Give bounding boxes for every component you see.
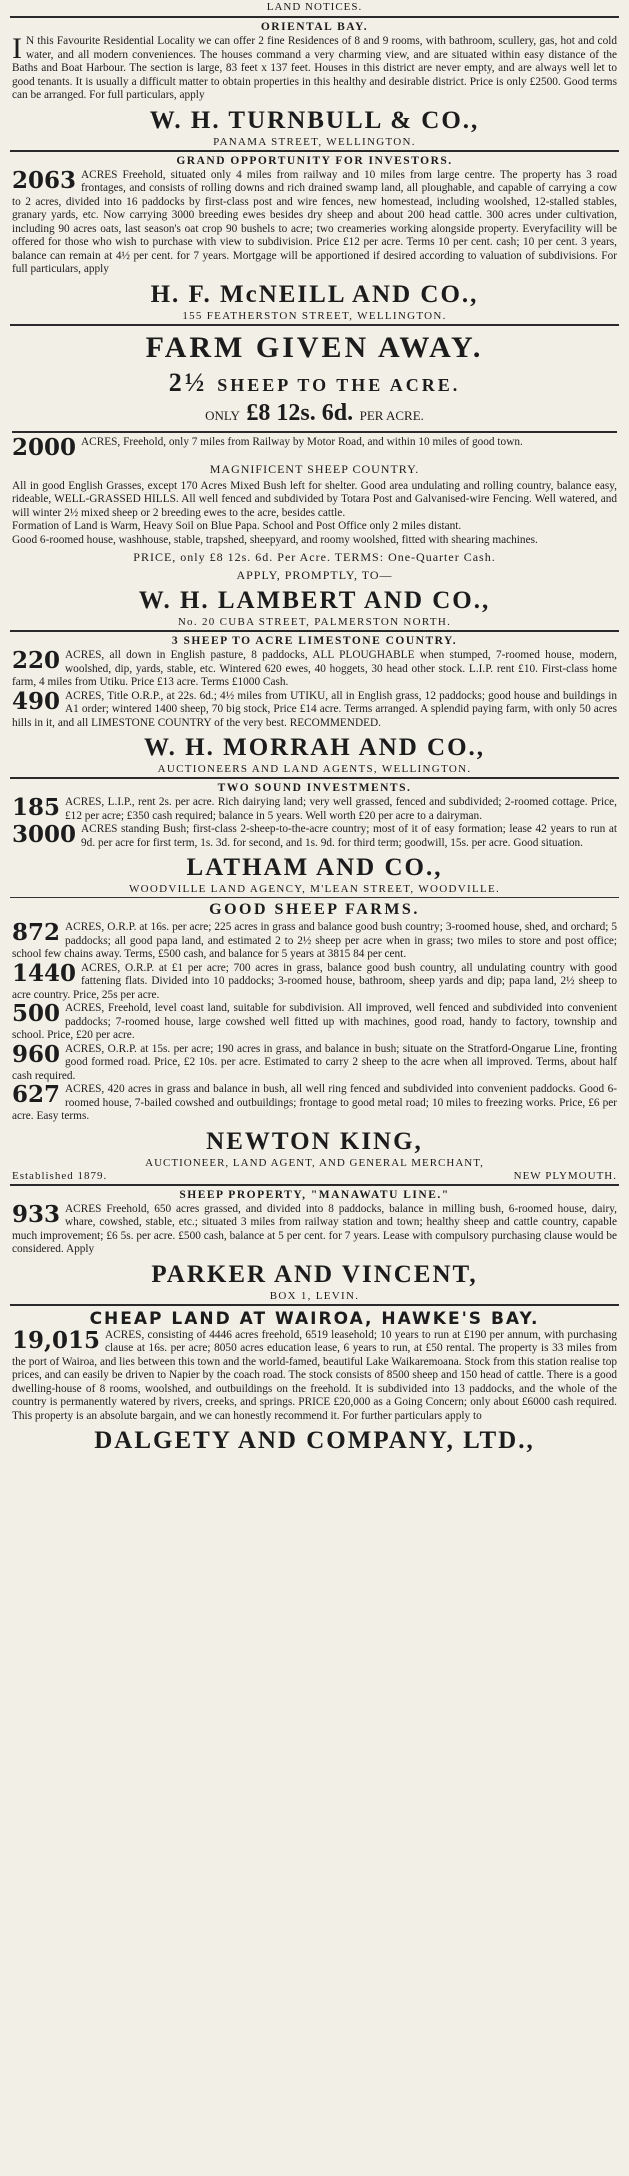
price-only: ONLY: [205, 407, 240, 423]
acreage-number: 2063: [12, 166, 77, 194]
ad-text: ACRES Freehold, 650 acres grassed, and divided into 8 paddocks, balance in milling bush, 6-roomed house, dairy, whare, cowshed, stable, etc.; situated 3 miles from railway station and town; healthy sheep and cattle country, capable much improvement; £6 5s. per acre. £500 cash, balance at 5 per cent. for 7 years. Lease with compulsory purchasing clause would be considered. Apply: [12, 1202, 617, 1255]
price-big: £8 12s. 6d.: [246, 399, 354, 426]
ad-text: Good 6-roomed house, washhouse, stable, trapshed, sheepyard, and roomy woolshed, fitted with shearing machines.: [12, 533, 538, 546]
fraction: 2½: [168, 367, 208, 397]
ad-text: All in good English Grasses, except 170 Acres Mixed Bush left for shelter. Good area undulating and rolling country, balance easy, rideable, WELL-GRASSED HILLS. All well fenced and subdivided by Totara Post and Galvanised-wire Fencing. Well watered, and will winter 2½ mixed sheep or 2 breeding ewes to the acre, besides cattle.: [12, 479, 617, 519]
divider: [10, 1184, 619, 1186]
entry-list: [12, 921, 617, 1124]
divider: [12, 431, 617, 433]
firm-name: H. F. McNEILL AND CO.,: [150, 280, 479, 308]
acreage-number: 19,015: [12, 1326, 101, 1354]
ad-heading: ORIENTAL BAY.: [260, 21, 369, 33]
acreage-number: 500: [12, 1000, 61, 1027]
firm-name: LATHAM AND CO.,: [186, 854, 443, 881]
list-item: [12, 1083, 617, 1124]
divider: [10, 897, 619, 898]
list-item: [12, 1040, 617, 1084]
ad-text: ACRES, consisting of 4446 acres freehold, 6519 leasehold; 10 years to run at £190 per annum, with purchasing clause at 16s. per acre; 8050 acres education lease, 6 years to run, at £50 rental. The property is 33 miles from the port of Wairoa, and lies between this town and the world-famed, beautiful Lake Waikaremoana. Stock from this station realise top prices, and can easily be driven to Napier by the coach road. The stock consists of 8500 sheep and 150 head of cattle. There is a good dwelling-house of 8 rooms, woolshed, and outbuildings on the freehold. It is subdivided into 13 paddocks, and the whole of the country is permanently watered by rivers, creeks, and springs. PRICE £20,000 as a Going Concern; only about £6000 cash required. This property is an absolute bargain, and we can honestly recommend it. For further particulars apply to: [12, 1328, 617, 1422]
firm-name: NEWTON KING,: [206, 1127, 423, 1155]
list-item: [12, 921, 617, 962]
ad-body: [12, 166, 617, 277]
firm-name: W. H. LAMBERT AND CO.,: [138, 587, 491, 614]
ad-newton-king: [10, 901, 619, 1182]
acreage-number: 2000: [12, 433, 77, 461]
ad-heading: CHEAP LAND AT WAIROA, HAWKE'S BAY.: [89, 1308, 540, 1329]
divider: [10, 1304, 619, 1306]
firm-name: PARKER AND VINCENT,: [151, 1260, 478, 1288]
established: Established 1879.: [12, 1169, 108, 1182]
ad-body: [12, 687, 617, 731]
sheep-per-acre: [12, 368, 617, 398]
firm-name: W. H. TURNBULL & CO.,: [149, 106, 480, 134]
ad-heading: GRAND OPPORTUNITY FOR INVESTORS.: [176, 154, 453, 167]
ad-text: ACRES standing Bush; first-class 2-sheep-to-the-acre country; most of it of easy formation; lease 42 years to run at 9d. per acre for first term, 1s. 3d. for second, and 1s. 9d. for third term; goodwill, 15s. per acre. Good situation.: [81, 823, 617, 849]
divider: [10, 150, 619, 152]
divider: [10, 630, 619, 632]
list-item: [12, 1002, 617, 1043]
ad-subheading: MAGNIFICENT SHEEP COUNTRY.: [209, 461, 420, 476]
ad-morrah: [10, 635, 619, 775]
ad-lambert: [10, 332, 619, 629]
ad-dalgety: [10, 1309, 619, 1456]
acreage-number: 872: [12, 919, 61, 946]
ad-text: Formation of Land is Warm, Heavy Soil on Blue Papa. School and Post Office only 2 miles distant.: [12, 520, 462, 532]
firm-name: DALGETY AND COMPANY, LTD.,: [94, 1427, 535, 1454]
ad-text: ACRES, Title O.R.P., at 22s. 6d.; 4½ miles from UTIKU, all in English grass, 12 paddocks; good house and buildings in A1 order; wintered 1400 sheep, 70 big stock, Price £14 acre. Terms arranged. A splendid paying farm, with only 50 acres hills in it, and all LIMESTONE COUNTRY of the very best. RECOMMENDED.: [12, 689, 617, 729]
firm-footer: [12, 1170, 617, 1182]
ad-mcneill: [10, 155, 619, 322]
divider: [10, 16, 619, 18]
newspaper-page: [10, 0, 619, 2176]
price-terms: PRICE, only £8 12s. 6d. Per Acre. TERMS: One-Quarter Cash.: [133, 550, 496, 564]
acreage-number: 960: [12, 1040, 61, 1068]
firm-description: AUCTIONEER, LAND AGENT, AND GENERAL MERCHANT,: [145, 1156, 484, 1169]
firm-address: No. 20 CUBA STREET, PALMERSTON NORTH.: [177, 616, 452, 628]
ad-body: [12, 796, 617, 823]
ad-body: [12, 32, 617, 103]
firm-address: 155 FEATHERSTON STREET, WELLINGTON.: [182, 309, 447, 322]
ad-body: [12, 649, 617, 690]
ad-text: ACRES, 420 acres in grass and balance in bush, all well ring fenced and subdivided into convenient paddocks. Good 6-roomed house, 7-bailed cowshed and outbuildings; frontage to good metal road; 10 miles to freezing works. Price, £6 per acre. Easy terms.: [12, 1083, 617, 1122]
ad-body: [12, 823, 617, 850]
apply-line: APPLY, PROMPTLY, TO—: [236, 568, 393, 582]
acreage-number: 185: [12, 794, 61, 821]
drop-cap: I: [12, 32, 22, 65]
ad-parker-vincent: [10, 1189, 619, 1302]
ad-text: ACRES, O.R.P. at 15s. per acre; 190 acres in grass, and balance in bush; situate on the Stratford-Ongarue Line, fronting good formed road. Price, £2 10s. per acre. Estimated to carry 2 sheep to the acre when all improved. Terms, about half cash required.: [12, 1042, 617, 1082]
acreage-number: 933: [12, 1200, 61, 1228]
ad-heading: 3 SHEEP TO ACRE LIMESTONE COUNTRY.: [171, 635, 458, 647]
ad-heading: SHEEP PROPERTY, "MANAWATU LINE.": [179, 1188, 450, 1201]
firm-address: BOX 1, LEVIN.: [269, 1289, 360, 1302]
section-header: LAND NOTICES.: [266, 1, 363, 13]
ad-body: [12, 433, 617, 461]
ad-body: [12, 1200, 617, 1257]
ad-text: ACRES, all down in English pasture, 8 paddocks, ALL PLOUGHABLE when stumped, 7-roomed house, modern, woolshed, dip, yards, stable, etc. Wintered 620 ewes, 40 hoggets, 30 head other stock. L.I.P. rent £10. First-class home farm, 4 miles from Utiku. Price £13 acre. Terms £1000 Cash.: [12, 649, 617, 688]
price-line: [12, 400, 617, 427]
list-item: [12, 959, 617, 1003]
acreage-number: 1440: [12, 959, 77, 987]
firm-address: AUCTIONEERS AND LAND AGENTS, WELLINGTON.: [157, 763, 472, 775]
acreage-number: 627: [12, 1081, 61, 1108]
sheep-text: SHEEP TO THE ACRE.: [217, 374, 461, 395]
ad-text: ACRES, O.R.P. at 16s. per acre; 225 acres in grass and balance good bush country; 3-roomed house, shed, and orchard; 5 paddocks; all good papa land, and estimated 2 to 2½ sheep per acre when in grass; two miles to store and post office; school few chains away. Terms, £500 cash, and balance for 5 years at 3815 84 per cent.: [12, 921, 617, 960]
firm-name: W. H. MORRAH AND CO.,: [143, 734, 486, 761]
ad-heading: TWO SOUND INVESTMENTS.: [217, 782, 412, 794]
price-per: PER ACRE.: [359, 407, 424, 423]
ad-text: ACRES, Freehold, level coast land, suitable for subdivision. All improved, well fenced and subdivided into convenient paddocks; 7-roomed house, large cowshed well fitted up with machines, good road, handy to factory, township and school. Price, £20 per acre.: [12, 1002, 617, 1041]
ad-text: ACRES, L.I.P., rent 2s. per acre. Rich dairying land; very well grassed, fenced and subdivided; 2-roomed cottage. Price, £12 per acre; £350 cash required; balance in 5 years. Well worth £20 per acre to a dairyman.: [65, 796, 617, 822]
ad-oriental-bay: [10, 21, 619, 148]
ad-text: ACRES Freehold, situated only 4 miles from railway and 10 miles from large centre. The property has 3 road frontages, and consists of rolling downs and rich drained swamp land, all ploughable, and capable of carrying a cow to 2 acres, divided into 16 paddocks by first-class post and wire fences, new homestead, including woolshed, 12-stalled stables, granary yards, etc. Now carrying 3000 breeding ewes besides dry sheep and about 200 head cattle. 300 acres under cultivation, including 90 acres oats, last season's oat crop 90 bushels to acre; two creameries working alongside property. Everyfacility will be offered for those who wish to purchase with view to subdivision. Price £12 per acre. Terms 10 per cent. cash; 10 per cent. 3 years, balance can remain at 4½ per cent. for 7 years. Mortgage will be apportioned if desired according to valuation of subdivisions. For full particulars, apply: [12, 168, 617, 275]
ad-text: N this Favourite Residential Locality we can offer 2 fine Residences of 8 and 9 rooms, with bathroom, scullery, gas, hot and cold water, and all modern conveniences. The houses command a very charming view, and are situated within easy distance of the Baths and Boat Harbour. The section is large, 83 feet x 137 feet. Houses in this district are never empty, and are always well let to good tenants. It is usually a difficult matter to obtain properties in this healthy and desirable district. Price is only £2500. Good terms can be arranged. For full particulars, apply: [12, 35, 617, 101]
acreage-number: 220: [12, 647, 61, 674]
ad-body: [12, 1326, 617, 1424]
ad-heading: GOOD SHEEP FARMS.: [209, 901, 420, 918]
ad-title: FARM GIVEN AWAY.: [145, 330, 484, 364]
ad-text: ACRES, Freehold, only 7 miles from Railway by Motor Road, and within 10 miles of good town.: [81, 435, 523, 448]
firm-town: NEW PLYMOUTH.: [513, 1169, 617, 1182]
divider: [10, 777, 619, 779]
ad-text: ACRES, O.R.P. at £1 per acre; 700 acres in grass, balance good bush country, all undulating country with good fattening flats. Divided into 10 paddocks; 3-roomed house, bathroom, sheep yards and dip; papa land, 2½ sheep to acre country. Price, 25s per acre.: [12, 961, 617, 1001]
acreage-number: 3000: [12, 821, 77, 848]
acreage-number: 490: [12, 687, 61, 715]
firm-address: WOODVILLE LAND AGENCY, M'LEAN STREET, WOODVILLE.: [128, 883, 501, 895]
ad-latham: [10, 782, 619, 895]
divider: [10, 324, 619, 326]
firm-address: PANAMA STREET, WELLINGTON.: [213, 135, 416, 148]
